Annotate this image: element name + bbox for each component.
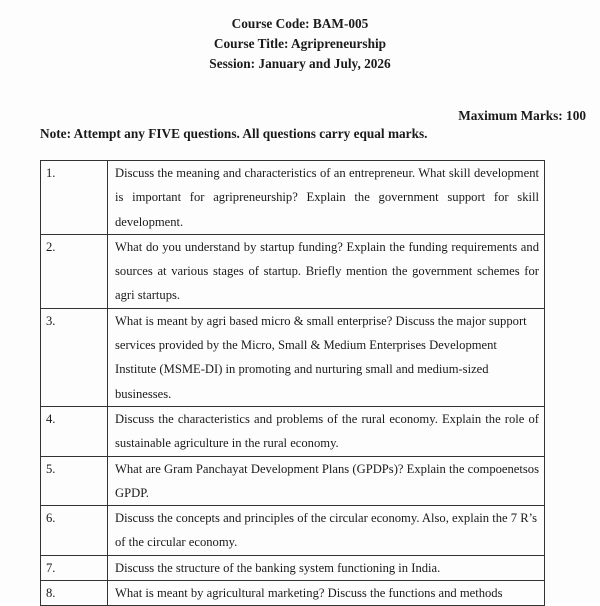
session: Session: January and July, 2026	[209, 56, 391, 71]
question-number: 3.	[41, 308, 108, 406]
question-number: 6.	[41, 506, 108, 556]
question-row	[41, 308, 545, 406]
question-number: 7.	[41, 555, 108, 580]
course-title: Course Title: Agripreneurship	[213, 36, 387, 51]
question-text: What is meant by agri based micro & small enterprise? Discuss the major support services provided by the Micro, Small & Medium Enterprises Development Institute (MSME-DI) in promoting and nurturing small and medium-sized businesses.	[108, 308, 545, 406]
question-row	[41, 456, 545, 506]
question-text: What is meant by agricultural marketing? Discuss the functions and methods	[108, 581, 545, 606]
question-text: Discuss the concepts and principles of the circular economy. Also, explain the 7 R’s of the circular economy.	[108, 506, 545, 556]
question-row	[41, 406, 545, 456]
question-text: Discuss the meaning and characteristics of an entrepreneur. What skill development is important for agripreneurship? Explain the government support for skill development.	[108, 161, 545, 235]
question-number: 5.	[41, 456, 108, 506]
question-row	[41, 555, 545, 580]
question-number: 2.	[41, 234, 108, 308]
course-code: Course Code: BAM-005	[231, 16, 369, 31]
question-text: Discuss the structure of the banking system functioning in India.	[108, 555, 545, 580]
question-number: 4.	[41, 406, 108, 456]
question-text: What are Gram Panchayat Development Plans (GPDPs)? Explain the compoenetsos GPDP.	[108, 456, 545, 506]
question-row	[41, 161, 545, 235]
question-number: 8.	[41, 581, 108, 606]
question-row	[41, 506, 545, 556]
question-text: Discuss the characteristics and problems of the rural economy. Explain the role of sustainable agriculture in the rural economy.	[108, 406, 545, 456]
question-row	[41, 234, 545, 308]
maximum-marks: Maximum Marks: 100	[458, 108, 586, 123]
question-row	[41, 581, 545, 606]
paper-header	[0, 14, 600, 74]
question-number: 1.	[41, 161, 108, 235]
instructions-note: Note: Attempt any FIVE questions. All questions carry equal marks.	[40, 126, 428, 141]
question-text: What do you understand by startup funding? Explain the funding requirements and sources at various stages of startup. Briefly mention the government schemes for agri startups.	[108, 234, 545, 308]
questions-table	[40, 160, 545, 606]
